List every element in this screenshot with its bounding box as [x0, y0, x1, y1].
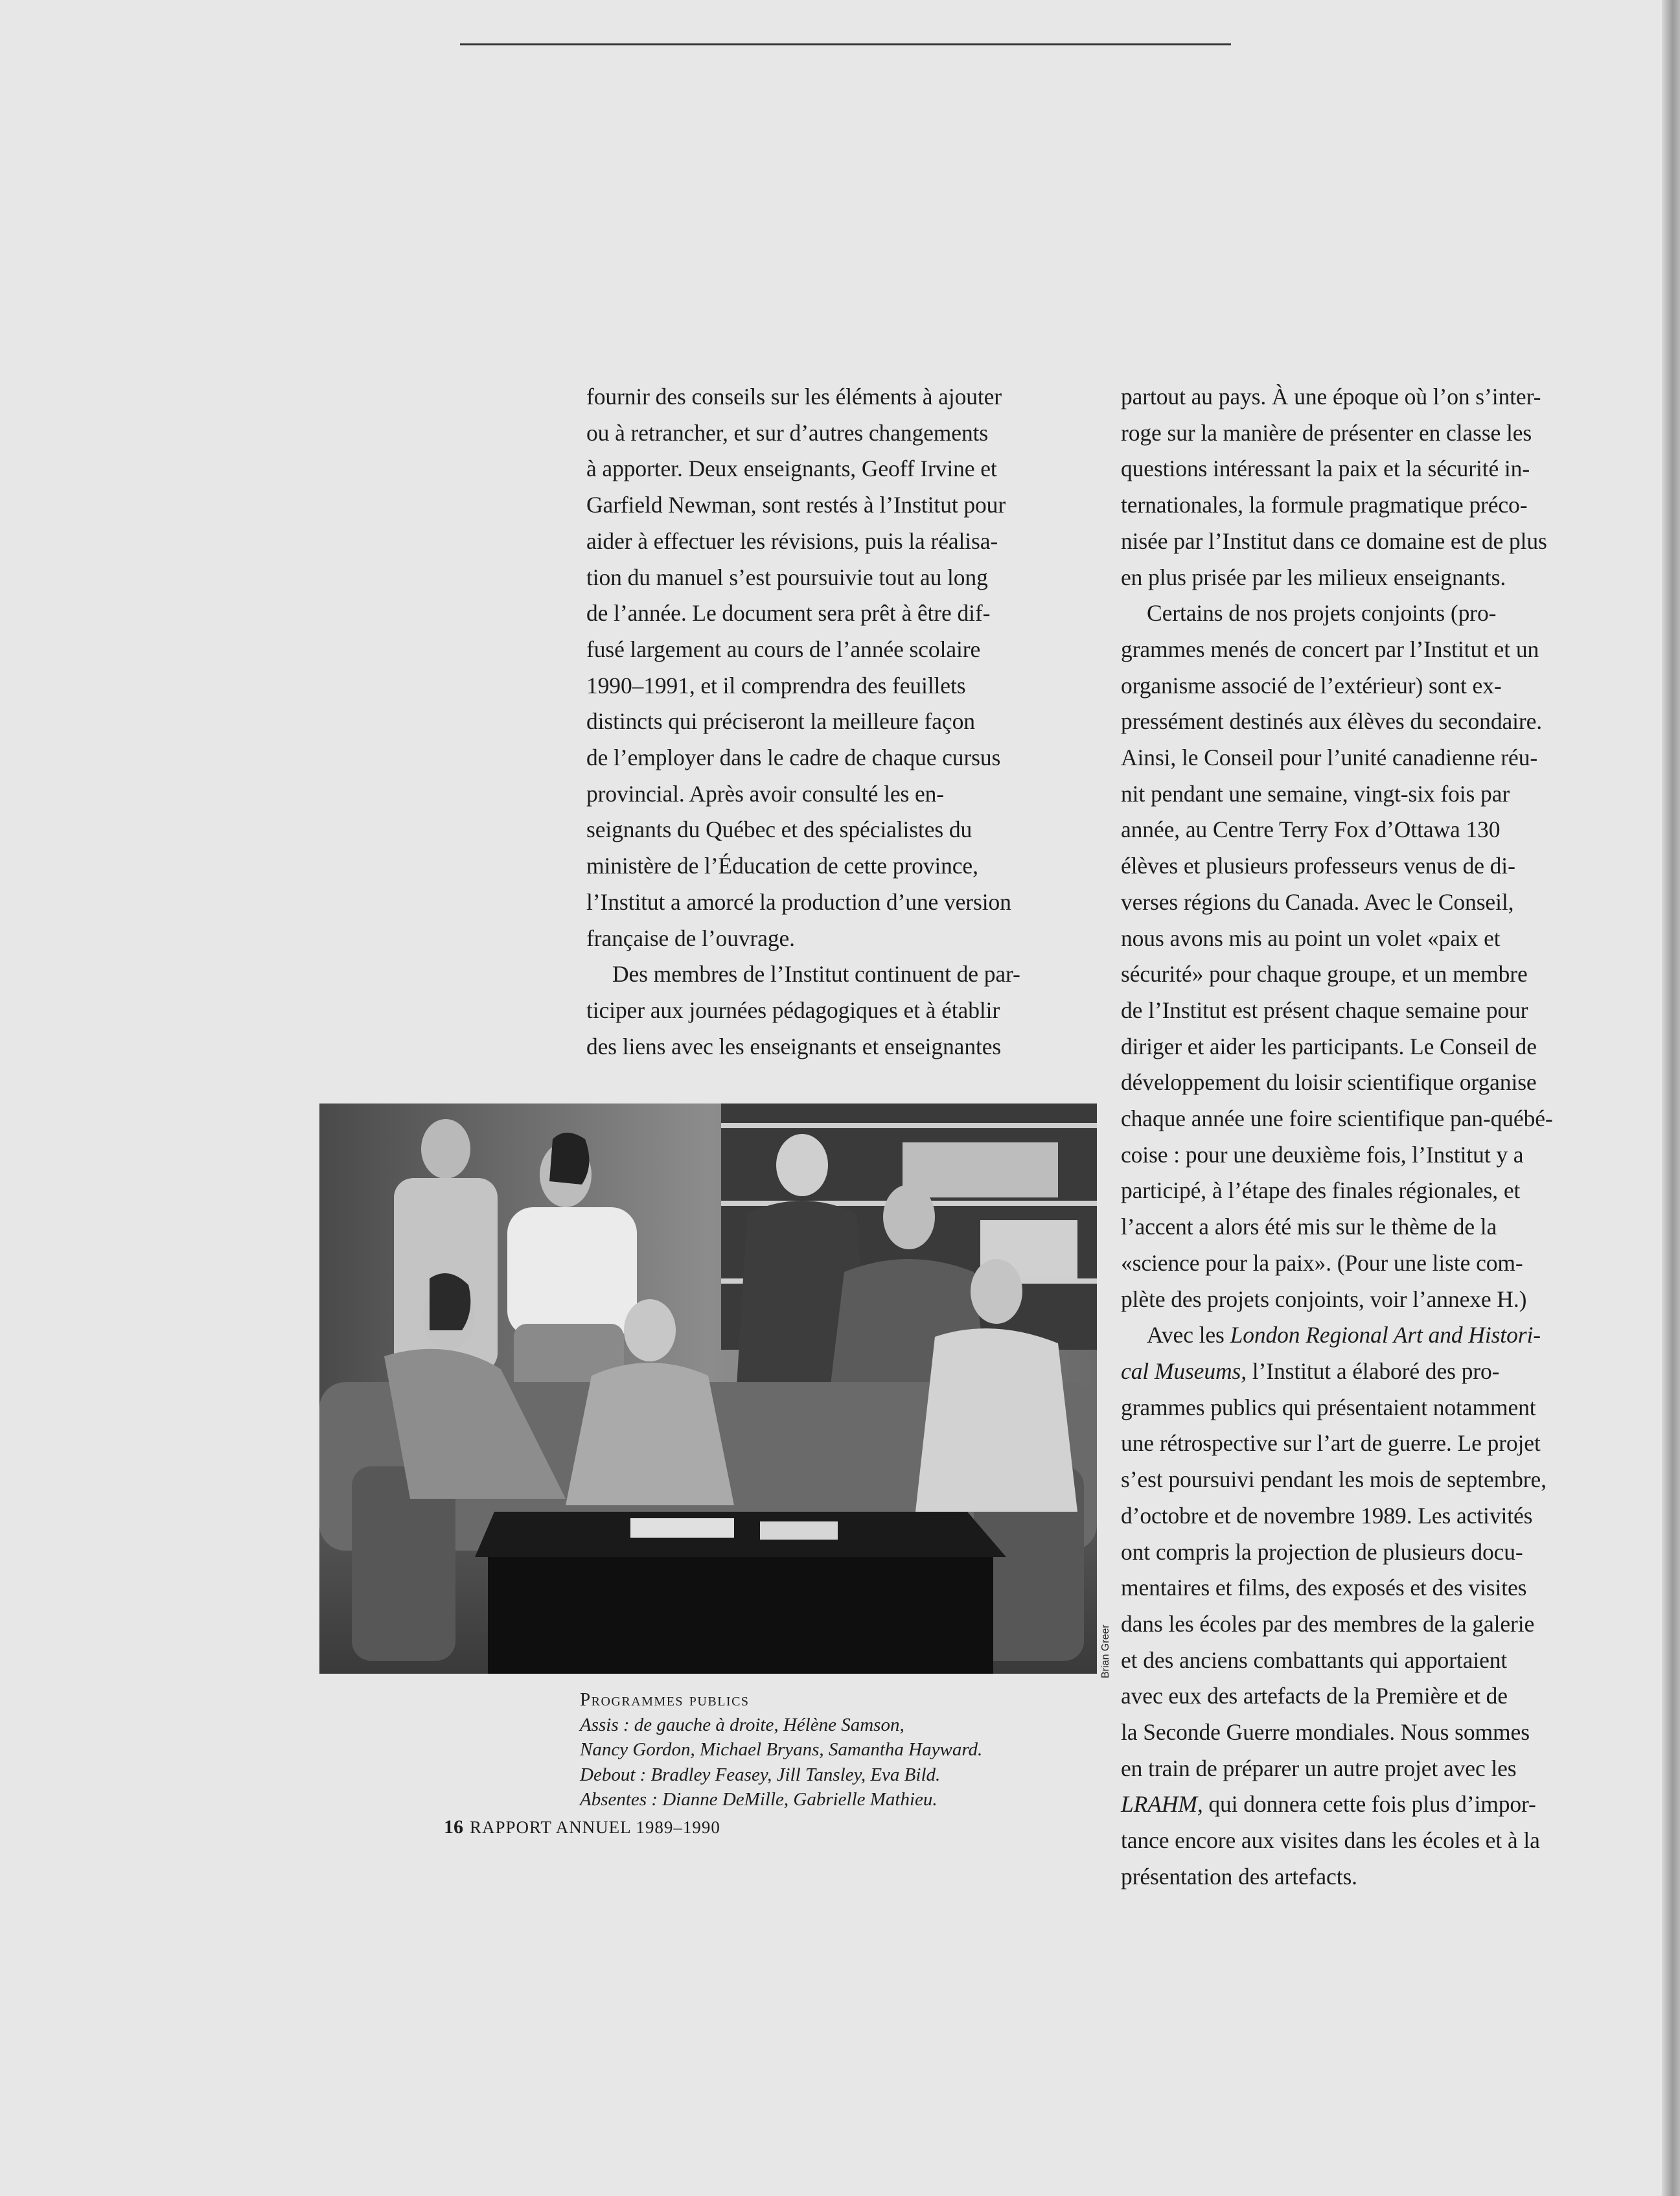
text-run: l’Institut a élaboré des pro- grammes publics qui présentaient notamment une rétrospective sur l’art de guerre. Le projet s’est poursuivi pendant les mois de septembre, d’octobre et de novembre 1989. Les activités ont compris la projection de plusieurs docu- mentaires et films, des exposés et des visites dans les écoles par des membres de la galerie et des anciens combattants qui apportaient avec eux des artefacts de la Première et de la Seconde Guerre mondiales. Nous sommes en train de préparer un autre projet avec les: [1121, 1358, 1547, 1781]
paragraph: Des membres de l’Institut continuent de par- ticiper aux journées pédagogiques et à établir des liens avec les enseignants et enseignantes: [586, 961, 1020, 1059]
caption-line: Nancy Gordon, Michael Bryans, Samantha Hayward.: [580, 1739, 983, 1760]
page-edge-shadow: [1662, 0, 1680, 2196]
photo-caption: [580, 1687, 1085, 1812]
caption-line: Assis : de gauche à droite, Hélène Samson,: [580, 1714, 904, 1735]
right-text-column: [1121, 379, 1626, 1895]
paragraph: fournir des conseils sur les éléments à ajouter ou à retrancher, et sur d’autres changements à apporter. Deux enseignants, Geoff Irvine et Garfield Newman, sont restés à l’Institut pour aider à effectuer les révisions, puis la réalisa- tion du manuel s’est poursuivie tout au long de l’année. Le document sera prêt à être dif- fusé largement au cours de l’année scolaire 1990–1991, et il comprendra des feuillets distincts qui préciseront la meilleure façon de l’employer dans le cadre de chaque cursus provincial. Après avoir consulté les en- seignants du Québec et des spécialistes du ministère de l’Éducation de cette province, l’Institut a amorcé la production d’une version française de l’ouvrage.: [586, 384, 1011, 951]
page-number: 16: [444, 1816, 463, 1838]
left-text-column: [586, 379, 1079, 1065]
caption-title: Programmes publics: [580, 1689, 750, 1710]
top-rule: [460, 43, 1231, 45]
caption-line: Absentes : Dianne DeMille, Gabrielle Mathieu.: [580, 1789, 938, 1810]
museum-name: London Regional Art and Histori- cal Museums,: [1121, 1322, 1541, 1384]
group-photo: [319, 1104, 1097, 1674]
coffee-table: [475, 1512, 1006, 1674]
caption-line: Debout : Bradley Feasey, Jill Tansley, Eva Bild.: [580, 1764, 941, 1785]
paragraph: partout au pays. À une époque où l’on s’inter- roge sur la manière de présenter en classe les questions intéressant la paix et la sécurité in- ternationales, la formule pragmatique préco- nisée par l’Institut dans ce domaine est de plus en plus prisée par les milieux enseignants.: [1121, 384, 1547, 590]
text-run: qui donnera cette fois plus d’impor- tance encore aux visites dans les écoles et à la présentation des artefacts.: [1121, 1791, 1540, 1890]
text-run: Avec les: [1147, 1322, 1230, 1348]
acronym-lrahm: LRAHM,: [1121, 1791, 1203, 1818]
page-footer: [444, 1816, 720, 1838]
footer-title: RAPPORT ANNUEL 1989–1990: [470, 1818, 720, 1837]
paragraph: Certains de nos projets conjoints (pro- grammes menés de concert par l’Institut et un organisme associé de l’extérieur) sont ex- pressément destinés aux élèves du secondaire. Ainsi, le Conseil pour l’unité canadienne réu- nit pendant une semaine, vingt-six fois par année, au Centre Terry Fox d’Ottawa 130 élèves et plusieurs professeurs venus de di- verses régions du Canada. Avec le Conseil, nous avons mis au point un volet «paix et sécurité» pour chaque groupe, et un membre de l’Institut est présent chaque semaine pour diriger et aider les participants. Le Conseil de développement du loisir scientifique organise chaque année une foire scientifique pan-québé- coise : pour une deuxième fois, l’Institut y a participé, à l’étape des finales régionales, et l’accent a alors été mis sur le thème de la «science pour la paix». (Pour une liste com- plète des projets conjoints, voir l’annexe H.): [1121, 600, 1553, 1312]
paragraph: [1121, 1317, 1626, 1895]
photo-credit: Brian Greer: [1100, 1624, 1111, 1678]
